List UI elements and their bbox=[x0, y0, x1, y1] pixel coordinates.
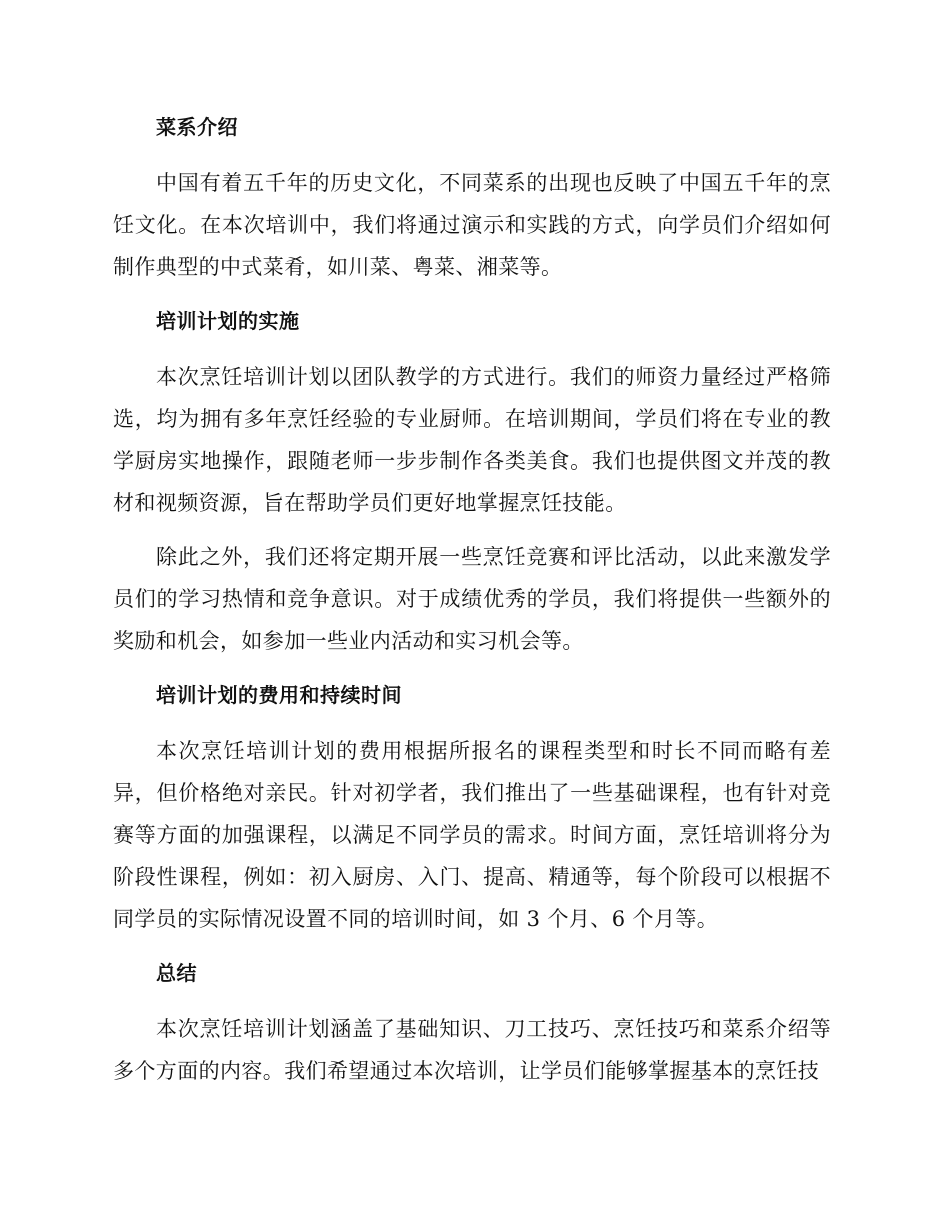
paragraph: 本次烹饪培训计划的费用根据所报名的课程类型和时长不同而略有差异，但价格绝对亲民。针对初学者，我们推出了一些基础课程，也有针对竞赛等方面的加强课程，以满足不同学员的需求。时间方面，烹饪培训将分为阶段性课程，例如：初入厨房、入门、提高、精通等，每个阶段可以根据不同学员的实际情况设置不同的培训时间，如 3 个月、6 个月等。 bbox=[113, 739, 831, 931]
paragraph: 中国有着五千年的历史文化，不同菜系的出现也反映了中国五千年的烹饪文化。在本次培训中，我们将通过演示和实践的方式，向学员们介绍如何制作典型的中式菜肴，如川菜、粤菜、湘菜等。 bbox=[113, 171, 831, 279]
paragraph: 除此之外，我们还将定期开展一些烹饪竞赛和评比活动，以此来激发学员们的学习热情和竞争意识。对于成绩优秀的学员，我们将提供一些额外的奖励和机会，如参加一些业内活动和实习机会等。 bbox=[113, 545, 831, 653]
paragraph: 本次烹饪培训计划以团队教学的方式进行。我们的师资力量经过严格筛选，均为拥有多年烹饪经验的专业厨师。在培训期间，学员们将在专业的教学厨房实地操作，跟随老师一步步制作各类美食。我们也提供图文并茂的教材和视频资源，旨在帮助学员们更好地掌握烹饪技能。 bbox=[113, 365, 831, 515]
document-page bbox=[113, 106, 831, 1104]
section-heading: 总结 bbox=[156, 961, 197, 985]
section-heading: 培训计划的实施 bbox=[156, 309, 300, 333]
section-cuisine-intro bbox=[113, 106, 831, 288]
section-implementation bbox=[113, 300, 831, 662]
section-summary bbox=[113, 952, 831, 1092]
section-heading: 菜系介绍 bbox=[156, 115, 238, 139]
section-heading: 培训计划的费用和持续时间 bbox=[156, 683, 402, 707]
section-cost-duration bbox=[113, 674, 831, 940]
paragraph: 本次烹饪培训计划涵盖了基础知识、刀工技巧、烹饪技巧和菜系介绍等多个方面的内容。我们希望通过本次培训，让学员们能够掌握基本的烹饪技 bbox=[113, 1017, 831, 1083]
